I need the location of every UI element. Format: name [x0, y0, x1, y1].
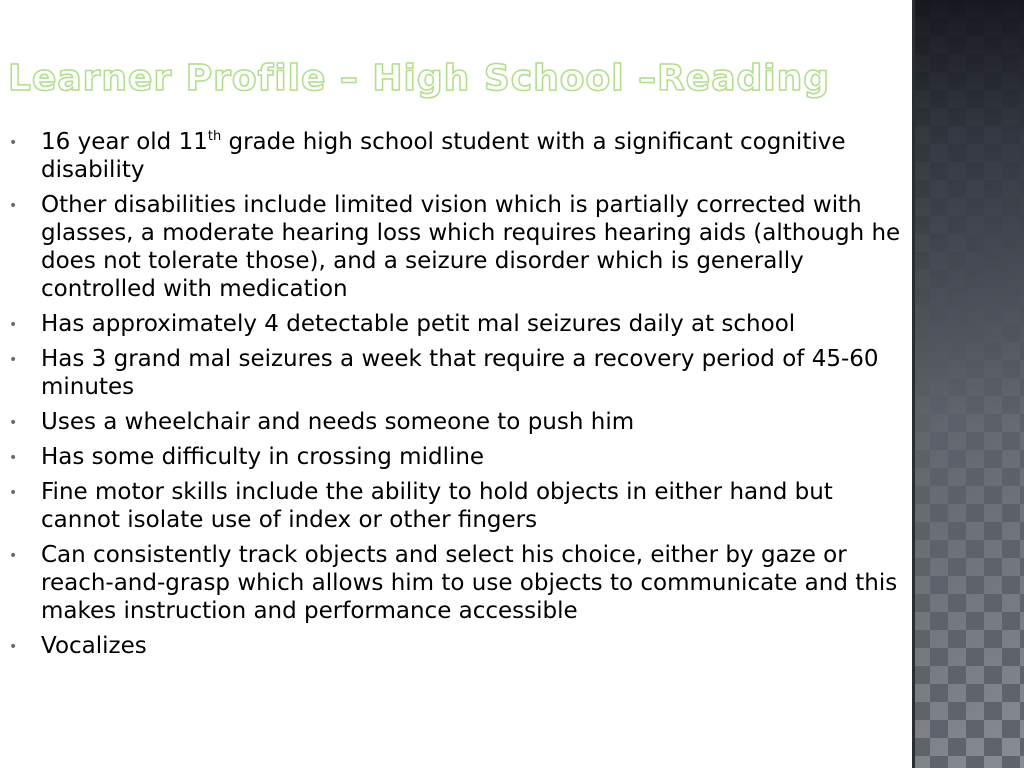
bullet-item: [0, 191, 912, 303]
bullet-dot-icon: •: [9, 548, 18, 564]
bullet-dot-icon: •: [9, 639, 18, 655]
decorative-side-panel: [912, 0, 1024, 768]
bullet-text: [41, 129, 846, 183]
bullet-dot-icon: •: [9, 198, 18, 214]
bullet-dot-icon: •: [9, 415, 18, 431]
bullet-item: [0, 310, 912, 338]
bullet-text: Has approximately 4 detectable petit mal seizures daily at school: [41, 311, 796, 337]
bullet-item: [0, 632, 912, 660]
bullet-text-part: grade high school student with a significant cognitive disability: [41, 129, 846, 183]
bullet-text: Has 3 grand mal seizures a week that require a recovery period of 45-60 minutes: [41, 346, 879, 400]
bullet-item: [0, 541, 912, 625]
bullet-dot-icon: •: [9, 485, 18, 501]
bullet-dot-icon: •: [9, 450, 18, 466]
bullet-text-part: 16 year old 11: [41, 129, 208, 155]
bullet-item: [0, 478, 912, 534]
bullet-text: Other disabilities include limited vision which is partially corrected with glasses, a moderate hearing loss which requires hearing aids (although he does not tolerate those), and a seizure disorder which is generally controlled with medication: [41, 192, 901, 302]
bullet-item: [0, 443, 912, 471]
bullet-text: Vocalizes: [41, 633, 147, 659]
bullet-item: [0, 408, 912, 436]
bullet-dot-icon: •: [9, 135, 18, 151]
bullet-text: Has some difficulty in crossing midline: [41, 444, 485, 470]
bullet-text: Uses a wheelchair and needs someone to push him: [41, 409, 635, 435]
ordinal-superscript: th: [207, 129, 222, 144]
bullet-text: Fine motor skills include the ability to hold objects in either hand but cannot isolate use of index or other fingers: [41, 479, 833, 533]
slide-title: Learner Profile – High School –Reading: [8, 58, 831, 99]
bullet-text: Can consistently track objects and select his choice, either by gaze or reach-and-grasp which allows him to use objects to communicate and this makes instruction and performance accessible: [41, 542, 898, 624]
bullet-list: [0, 128, 912, 667]
bullet-dot-icon: •: [9, 317, 18, 333]
bullet-dot-icon: •: [9, 352, 18, 368]
bullet-item: [0, 345, 912, 401]
bullet-item: [0, 128, 912, 184]
